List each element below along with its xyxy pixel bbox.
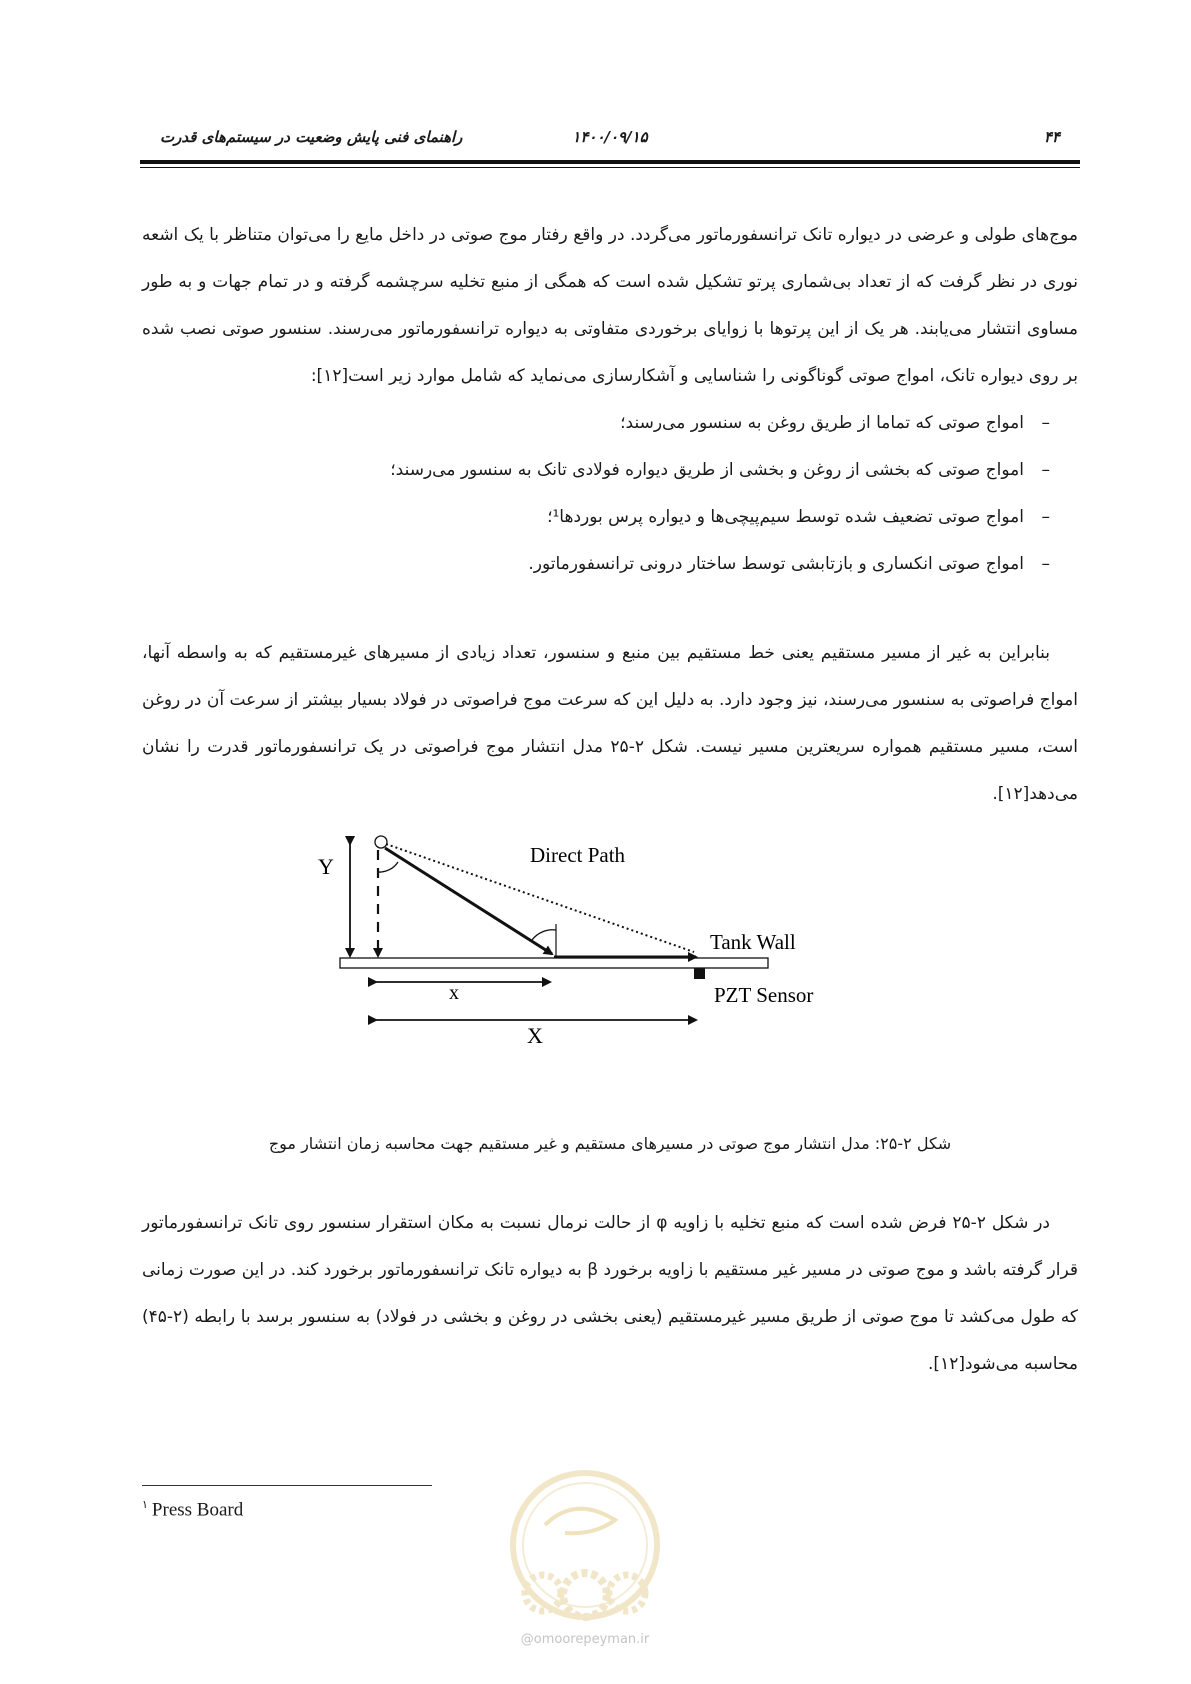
wave-propagation-figure bbox=[310, 832, 870, 1132]
label-y: Y bbox=[318, 854, 334, 879]
watermark-text: @omoorepeyman.ir bbox=[520, 1632, 650, 1647]
list-item: – امواج صوتی تضعیف شده توسط سیم‌پیچی‌ها و دیواره پرس بوردها¹؛ bbox=[142, 494, 1050, 541]
label-x-large: X bbox=[527, 1023, 543, 1048]
figure-caption: شکل ۲-۲۵: مدل انتشار موج صوتی در مسیرهای مستقیم و غیر مستقیم جهت محاسبه زمان انتشار موج bbox=[268, 1134, 952, 1153]
page-header bbox=[140, 126, 1080, 152]
paragraph-1: موج‌های طولی و عرضی در دیواره تانک ترانسفورماتور می‌گردد. در واقع رفتار موج صوتی در داخل مایع را می‌توان متناظر با یک اشعه نوری در نظر گرفت که از تعداد بی‌شماری پرتو تشکیل شده است که همگی از منبع تخلیه سرچشمه گرفته و در تمام جهات و به طور مساوی انتشار می‌یابند. هر یک از این پرتوها با زوایای برخوردی متفاوتی به دیواره ترانسفورماتور می‌رسند. سنسور صوتی نصب شده بر روی دیواره تانک، امواج صوتی گوناگونی را شناسایی و آشکارسازی می‌نماید که شامل موارد زیر است[۱۲]: bbox=[142, 225, 1078, 386]
footnote-marker: ۱ bbox=[142, 1499, 148, 1511]
label-pzt-sensor: PZT Sensor bbox=[714, 983, 814, 1007]
label-x-small: x bbox=[449, 982, 459, 1004]
label-direct-path: Direct Path bbox=[530, 843, 626, 867]
body-text-bottom bbox=[142, 1200, 1078, 1388]
list-item: – امواج صوتی که تماما از طریق روغن به سنسور می‌رسند؛ bbox=[142, 400, 1050, 447]
discharge-source bbox=[375, 836, 387, 848]
header-title: راهنمای فنی پایش وضعیت در سیستم‌های قدرت bbox=[160, 128, 463, 146]
paragraph-2: بنابراین به غیر از مسیر مستقیم یعنی خط مستقیم بین منبع و سنسور، تعداد زیادی از مسیرهای غیرمستقیم که به واسطه آنها، امواج فراصوتی به سنسور می‌رسند، نیز وجود دارد. به دلیل این که سرعت موج فراصوتی در فولاد بسیار بیشتر از سرعت آن در روغن است، مسیر مستقیم همواره سریعترین مسیر نیست. شکل ۲-۲۵ مدل انتشار موج فراصوتی در یک ترانسفورماتور قدرت را نشان می‌دهد[۱۲]. bbox=[142, 643, 1078, 804]
page-number: ۴۴ bbox=[1043, 128, 1060, 146]
header-rule-thick bbox=[140, 160, 1080, 164]
list-item: – امواج صوتی که بخشی از روغن و بخشی از طریق دیواره فولادی تانک به سنسور می‌رسند؛ bbox=[142, 447, 1050, 494]
angle-beta-arc bbox=[532, 930, 556, 940]
list-item: – امواج صوتی انکساری و بازتابشی توسط ساختار درونی ترانسفورماتور. bbox=[142, 541, 1050, 588]
body-text-middle bbox=[142, 630, 1078, 818]
pzt-sensor-shape bbox=[694, 968, 705, 979]
footnote-rule bbox=[142, 1485, 432, 1486]
label-tank-wall: Tank Wall bbox=[710, 930, 796, 954]
footnote bbox=[142, 1498, 243, 1521]
header-rule-thin bbox=[140, 167, 1080, 168]
footnote-text: Press Board bbox=[151, 1499, 244, 1521]
paragraph-3: در شکل ۲-۲۵ فرض شده است که منبع تخلیه با زاویه φ از حالت نرمال نسبت به مکان استقرار سنسور روی تانک ترانسفورماتور قرار گرفته باشد و موج صوتی در مسیر غیر مستقیم با زاویه برخورد β به دیواره تانک ترانسفورماتور برخورد کند. در این صورت زمانی که طول می‌کشد تا موج صوتی از طریق مسیر غیرمستقیم (یعنی بخشی در روغن و بخشی در فولاد) به سنسور برسد با رابطه (۲-۴۵) محاسبه می‌شود[۱۲]. bbox=[142, 1213, 1078, 1374]
tank-wall-shape bbox=[340, 958, 768, 968]
body-text-top bbox=[142, 212, 1078, 588]
angle-phi-arc bbox=[378, 862, 398, 872]
indirect-path-oil bbox=[385, 848, 552, 954]
bullet-list bbox=[142, 400, 1078, 588]
header-date: ۱۴۰۰/۰۹/۱۵ bbox=[572, 128, 648, 146]
watermark-logo-icon bbox=[505, 1465, 665, 1655]
